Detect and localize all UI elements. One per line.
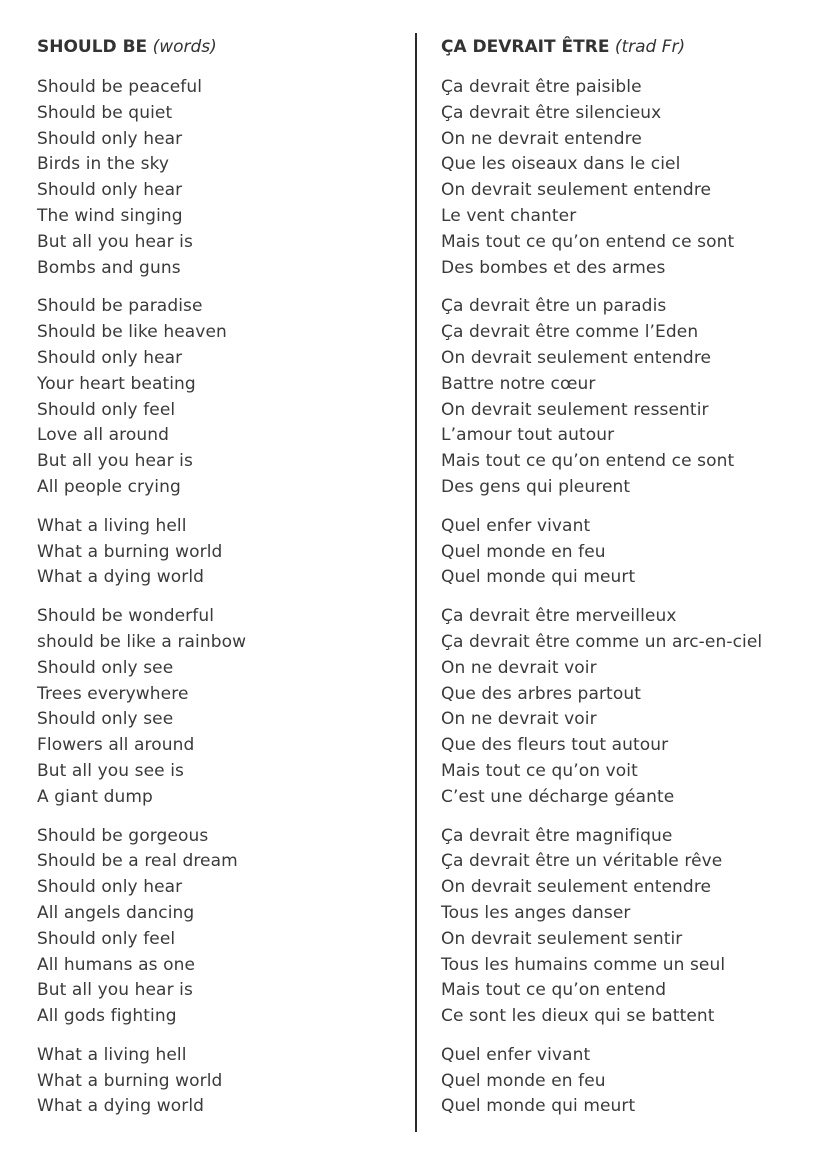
french-heading — [441, 34, 829, 60]
lyric-line: Birds in the sky — [37, 154, 170, 175]
lyric-line: On devrait seulement entendre — [441, 180, 712, 201]
stanza — [37, 514, 427, 591]
lyric-line: On ne devrait voir — [441, 657, 597, 678]
lyric-line: Quel enfer vivant — [441, 1044, 591, 1065]
lyric-line: Should be quiet — [37, 102, 173, 123]
lyric-line: Ça devrait être paisible — [441, 77, 642, 97]
french-subtitle: (trad Fr) — [614, 37, 686, 57]
stanza — [441, 604, 829, 810]
lyric-line: What a burning world — [37, 1070, 223, 1091]
lyric-line: Quel enfer vivant — [441, 515, 591, 536]
lyric-line: On devrait seulement sentir — [441, 928, 683, 949]
lyric-line: But all you hear is — [37, 451, 193, 472]
lyric-line: Ça devrait être comme un arc-en-ciel — [441, 631, 763, 652]
lyric-line: But all you hear is — [37, 980, 193, 1001]
lyric-line: L’amour tout autour — [441, 425, 615, 446]
lyric-line: On ne devrait entendre — [441, 128, 642, 149]
lyric-line: Mais tout ce qu’on voit — [441, 760, 638, 781]
stanza — [37, 75, 427, 281]
lyric-line: Should be a real dream — [37, 851, 238, 872]
lyric-line: What a burning world — [37, 541, 223, 562]
lyric-line: Should be like heaven — [37, 322, 227, 343]
lyric-line: Quel monde qui meurt — [441, 1096, 636, 1117]
french-lyrics-column — [441, 34, 829, 1133]
lyric-line: Mais tout ce qu’on entend ce sont — [441, 231, 735, 252]
lyric-line: Should only see — [37, 657, 174, 678]
lyric-line: Ça devrait être magnifique — [441, 825, 673, 846]
lyric-line: What a dying world — [37, 567, 205, 588]
lyric-line: Flowers all around — [37, 735, 195, 756]
lyric-line: All people crying — [37, 476, 181, 497]
lyric-line: Des gens qui pleurent — [441, 476, 631, 497]
stanza — [37, 294, 427, 500]
french-stanzas — [441, 75, 829, 1120]
lyric-line: Should be peaceful — [37, 77, 203, 97]
lyric-line: Should only hear — [37, 877, 183, 898]
stanza — [441, 294, 829, 500]
lyric-line: Battre notre cœur — [441, 373, 596, 394]
lyric-line: should be like a rainbow — [37, 631, 247, 652]
lyric-line: Tous les humains comme un seul — [441, 954, 726, 975]
stanza — [441, 75, 829, 281]
column-divider — [415, 33, 417, 1132]
english-heading — [37, 34, 427, 60]
lyric-line: Quel monde en feu — [441, 1070, 606, 1091]
english-lyrics-column — [37, 34, 427, 1133]
lyric-line: Mais tout ce qu’on entend — [441, 980, 667, 1001]
lyric-line: But all you see is — [37, 760, 184, 781]
lyric-line: Should only hear — [37, 128, 183, 149]
lyric-line: Should only see — [37, 709, 174, 730]
lyric-line: On devrait seulement ressentir — [441, 399, 709, 420]
lyric-line: Should only feel — [37, 928, 176, 949]
lyric-line: Should be wonderful — [37, 606, 215, 627]
lyric-line: Bombs and guns — [37, 257, 181, 278]
lyric-line: Quel monde qui meurt — [441, 567, 636, 588]
lyric-line: Ça devrait être comme l’Eden — [441, 322, 699, 343]
lyric-line: Should be gorgeous — [37, 825, 209, 846]
lyric-line: Trees everywhere — [37, 683, 189, 704]
lyric-line: Should only hear — [37, 347, 183, 368]
lyric-line: On ne devrait voir — [441, 709, 597, 730]
lyric-line: What a living hell — [37, 1044, 187, 1065]
lyric-line: Que des fleurs tout autour — [441, 735, 669, 756]
stanza — [441, 514, 829, 591]
lyric-line: All humans as one — [37, 954, 196, 975]
lyric-line: Ce sont les dieux qui se battent — [441, 1006, 715, 1027]
english-subtitle: (words) — [152, 37, 217, 57]
lyric-line: Ça devrait être un véritable rêve — [441, 851, 723, 872]
lyric-line: Love all around — [37, 425, 170, 446]
lyric-line: Should only feel — [37, 399, 176, 420]
english-stanzas — [37, 75, 427, 1120]
lyric-line: Des bombes et des armes — [441, 257, 666, 278]
lyric-line: Your heart beating — [37, 373, 196, 394]
stanza — [441, 824, 829, 1030]
stanza — [37, 824, 427, 1030]
english-title: SHOULD BE — [37, 37, 148, 57]
lyric-line: Ça devrait être merveilleux — [441, 606, 677, 627]
lyric-line: Should be paradise — [37, 296, 203, 317]
lyric-line: Ça devrait être silencieux — [441, 102, 662, 123]
lyric-line: On devrait seulement entendre — [441, 347, 712, 368]
lyric-line: C’est une décharge géante — [441, 786, 675, 807]
lyric-line: Quel monde en feu — [441, 541, 606, 562]
lyric-line: Ça devrait être un paradis — [441, 296, 667, 317]
lyric-line: All gods fighting — [37, 1006, 177, 1027]
stanza — [37, 604, 427, 810]
lyric-line: The wind singing — [37, 205, 183, 226]
lyric-line: Tous les anges danser — [441, 902, 631, 923]
lyric-line: Should only hear — [37, 180, 183, 201]
stanza — [37, 1043, 427, 1120]
lyric-line: A giant dump — [37, 786, 153, 807]
lyric-line: Le vent chanter — [441, 205, 577, 226]
lyric-line: What a dying world — [37, 1096, 205, 1117]
lyric-line: All angels dancing — [37, 902, 195, 923]
lyric-line: Que des arbres partout — [441, 683, 641, 704]
lyric-line: On devrait seulement entendre — [441, 877, 712, 898]
lyric-line: Mais tout ce qu’on entend ce sont — [441, 451, 735, 472]
lyric-line: But all you hear is — [37, 231, 193, 252]
french-title: ÇA DEVRAIT ÊTRE — [441, 37, 610, 57]
lyric-line: What a living hell — [37, 515, 187, 536]
stanza — [441, 1043, 829, 1120]
lyric-line: Que les oiseaux dans le ciel — [441, 154, 681, 175]
